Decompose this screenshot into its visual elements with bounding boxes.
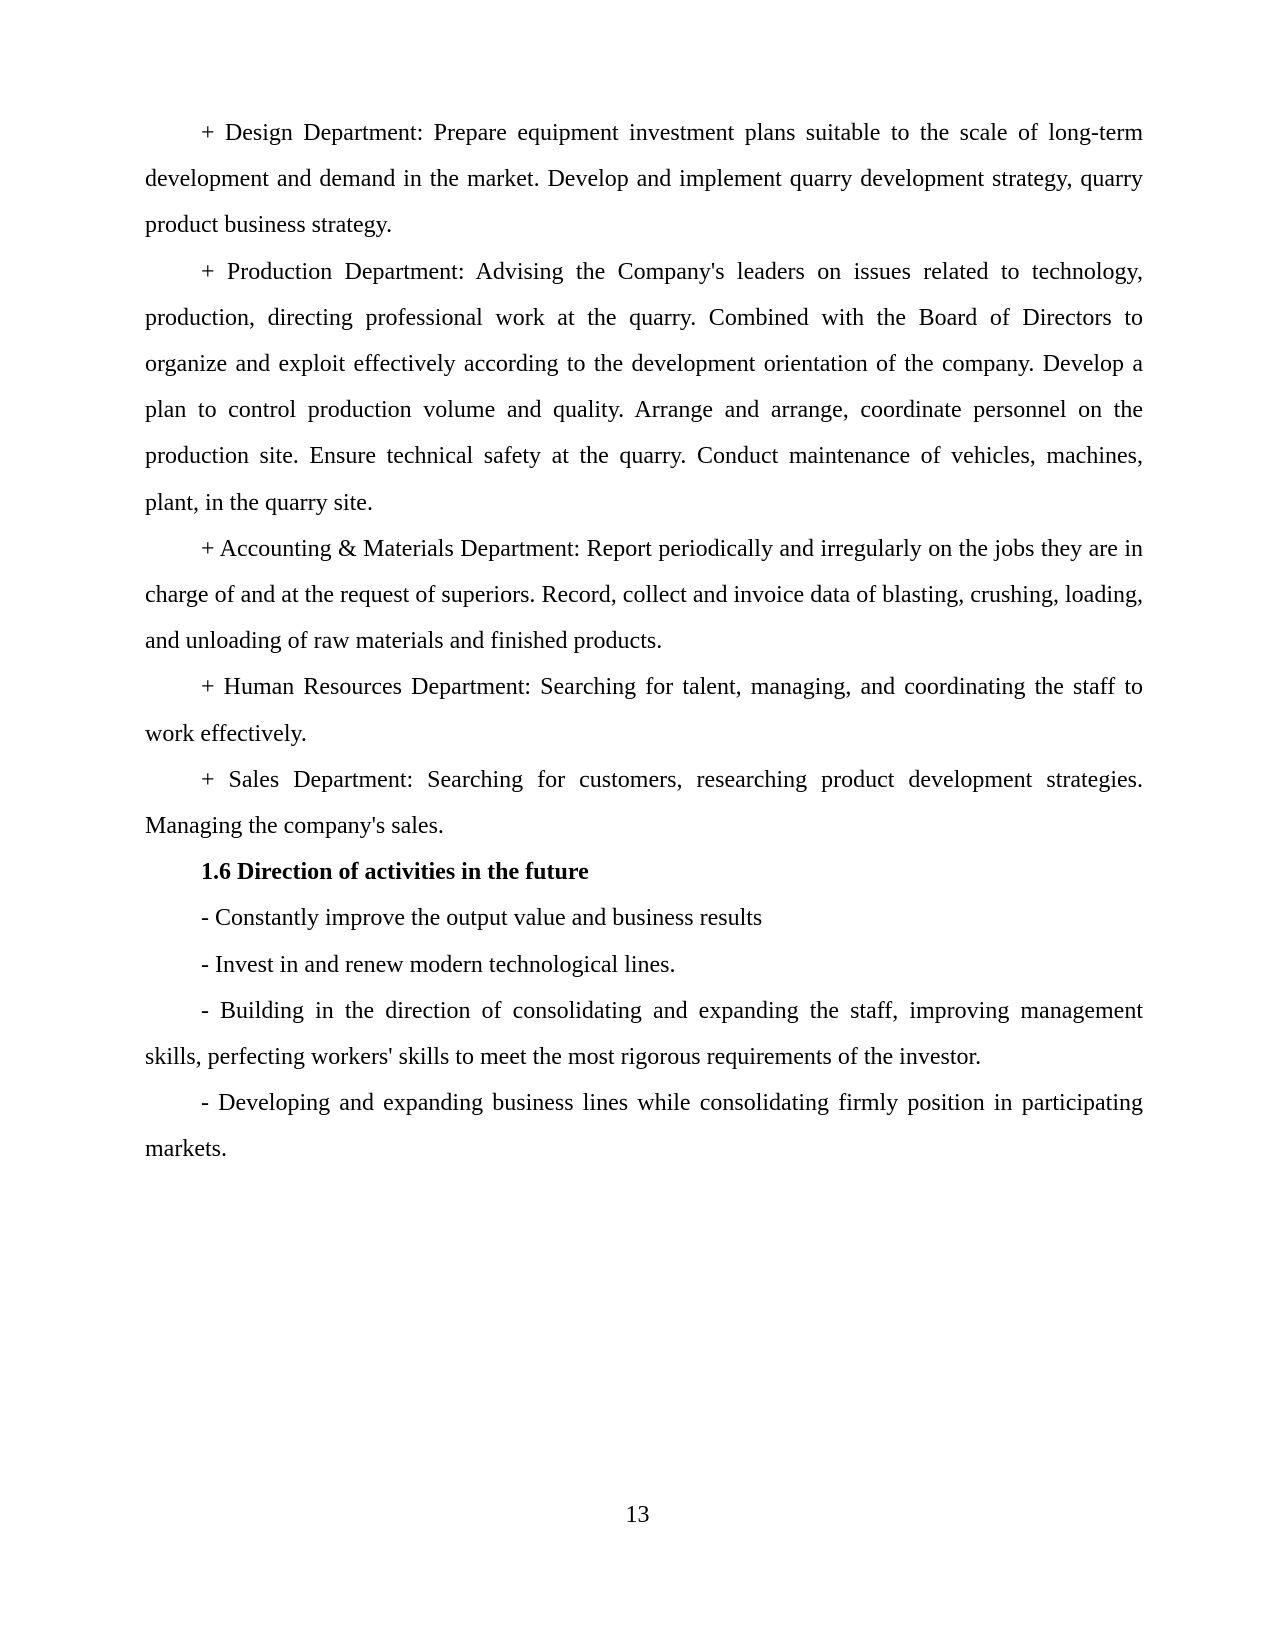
page-number: 13 [625,1502,650,1528]
section-heading: 1.6 Direction of activities in the future [201,859,589,886]
paragraph-hr-department: + Human Resources Department: Searching for talent, managing, and coordinating the staff to work effectively. [145,674,1143,747]
page-body [145,110,1143,1173]
list-item-output-value: - Constantly improve the output value and business results [201,905,763,932]
paragraph-production-department: + Production Department: Advising the Company's leaders on issues related to technology, production, directing professional work at the quarry. Combined with the Board of Directors to organize and exploit effectively according to the development orientation of the company. Develop a plan to control production volume and quality. Arrange and arrange, coordinate personnel on the production site. Ensure technical safety at the quarry. Conduct maintenance of vehicles, machines, plant, in the quarry site. [145,258,1143,516]
paragraph-design-department: + Design Department: Prepare equipment investment plans suitable to the scale of long-term development and demand in the market. Develop and implement quarry development strategy, quarry product business strategy. [145,120,1143,239]
paragraph-accounting-department: + Accounting & Materials Department: Report periodically and irregularly on the jobs they are in charge of and at the request of superiors. Record, collect and invoice data of blasting, crushing, loading, and unloading of raw materials and finished products. [145,535,1143,655]
list-item-staff: - Building in the direction of consolidating and expanding the staff, improving management skills, perfecting workers' skills to meet the most rigorous requirements of the investor. [145,997,1143,1071]
list-item-technology: - Invest in and renew modern technological lines. [201,951,676,978]
list-item-business-lines: - Developing and expanding business lines while consolidating firmly position in participating markets. [145,1090,1143,1163]
paragraph-sales-department: + Sales Department: Searching for customers, researching product development strategies. Managing the company's sales. [145,766,1143,840]
